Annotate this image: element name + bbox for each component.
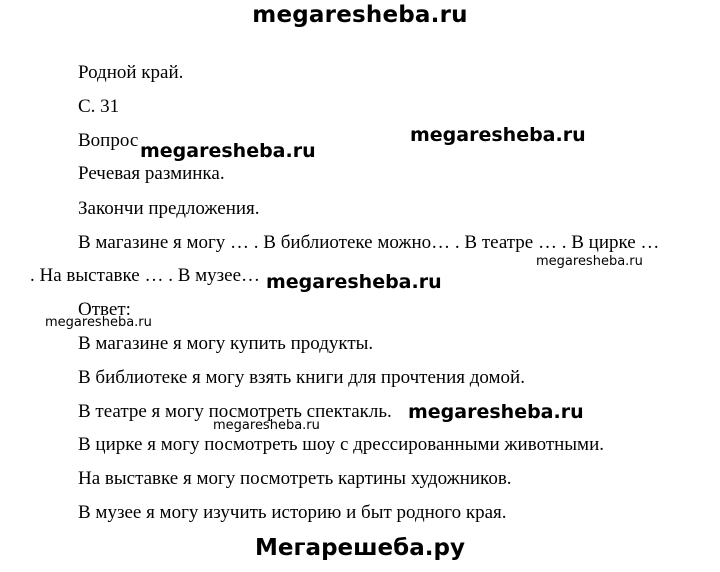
watermark-overlay: megaresheba.ru: [408, 401, 584, 423]
question-label: Вопрос: [78, 130, 139, 151]
warmup-heading: Речевая разминка.: [78, 163, 225, 184]
watermark-overlay: megaresheba.ru: [213, 418, 320, 433]
answer-line: В цирке я могу посмотреть шоу с дрессированными животными.: [78, 434, 604, 455]
page-number: С. 31: [78, 96, 120, 117]
answer-line: На выставке я могу посмотреть картины художников.: [78, 468, 512, 489]
prompt-line-1: В магазине я могу … . В библиотеке можно… . В театре … . В цирке …: [78, 232, 660, 253]
watermark-overlay: megaresheba.ru: [410, 124, 586, 146]
watermark-overlay: megaresheba.ru: [45, 315, 152, 330]
prompt-line-2: . На выставке … . В музее…: [30, 265, 261, 286]
document-title: Родной край.: [78, 62, 184, 83]
task-instruction: Закончи предложения.: [78, 198, 260, 219]
watermark-overlay: megaresheba.ru: [140, 140, 316, 162]
watermark-overlay: megaresheba.ru: [266, 271, 442, 293]
answer-line: В библиотеке я могу взять книги для прочтения домой.: [78, 367, 525, 388]
watermark-overlay: megaresheba.ru: [536, 254, 643, 269]
watermark-bottom: Мегарешеба.ру: [255, 535, 465, 561]
answer-line: В музее я могу изучить историю и быт родного края.: [78, 502, 507, 523]
watermark-top: megaresheba.ru: [252, 2, 468, 28]
answer-line: В магазине я могу купить продукты.: [78, 333, 374, 354]
answer-line: В театре я могу посмотреть спектакль.: [78, 401, 392, 422]
answer-label: Ответ:: [78, 299, 131, 320]
